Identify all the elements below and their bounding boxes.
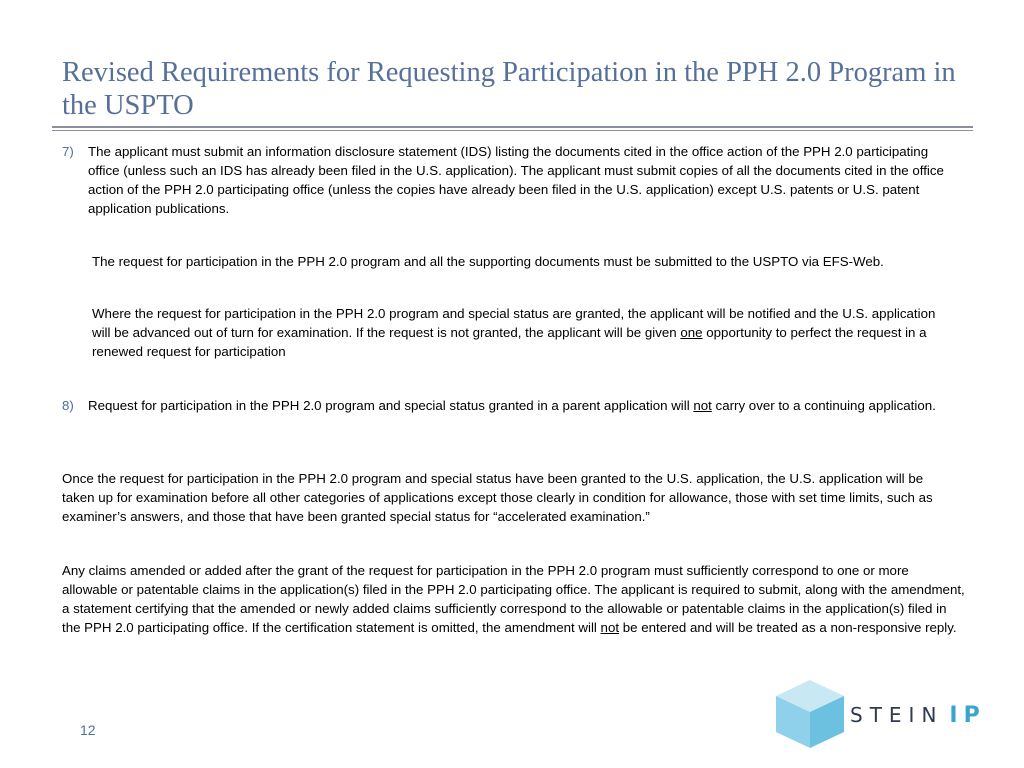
- item-number: 7): [62, 144, 74, 159]
- item-8-text: Request for participation in the PPH 2.0 program and special status granted in a parent application will not carry over to a continuing application.: [88, 398, 936, 413]
- item-7-text: The applicant must submit an information disclosure statement (IDS) listing the documents cited in the office action of the PPH 2.0 participating office (unless such an IDS has already been filed in the U.S. application). The applicant must submit copies of all the documents cited in the office action of the PPH 2.0 participating office (unless the copies have already been filed in the U.S. application) except U.S. patents or U.S. patent application publications.: [88, 144, 944, 216]
- granted-paragraph: Where the request for participation in the PPH 2.0 program and special status are granted, the applicant will be notified and the U.S. application will be advanced out of turn for examination. If the request is not granted, the applicant will be given one opportunity to perfect the request in a renewed request for participation: [92, 306, 936, 359]
- title-divider: [52, 126, 973, 128]
- emphasis-not: not: [693, 398, 712, 413]
- emphasis-one: one: [680, 325, 703, 340]
- item-number: 8): [62, 398, 74, 413]
- emphasis-not: not: [600, 620, 620, 635]
- slide-title: Revised Requirements for Requesting Participation in the PPH 2.0 Program in the USPTO: [62, 57, 956, 121]
- examination-paragraph: Once the request for participation in the PPH 2.0 program and special status have been granted to the U.S. application, the U.S. application will be taken up for examination before all other categories of applications except those clearly in condition for allowance, those with set time limits, such as examiner’s answers, and those that have been granted special status for “accelerated examination.”: [62, 471, 933, 524]
- company-logo: [850, 700, 986, 728]
- claims-paragraph: Any claims amended or added after the grant of the request for participation in the PPH 2.0 program must sufficiently correspond to one or more allowable or patentable claims in the application(s) filed in the PPH 2.0 participating office. The applicant is required to submit, along with the amendment, a statement certifying that the amended or newly added claims sufficiently correspond to the allowable or patentable claims in the application(s) filed in the PPH 2.0 participating office. If the certification statement is omitted, the amendment will not be entered and will be treated as a non-responsive reply.: [62, 563, 965, 635]
- title-divider-thin: [52, 130, 973, 131]
- cube-icon: [774, 678, 846, 750]
- efs-paragraph: The request for participation in the PPH 2.0 program and all the supporting documents must be submitted to the USPTO via EFS-Web.: [92, 254, 884, 269]
- logo-word-ip: IP: [949, 703, 986, 728]
- logo-word-stein: STEIN: [850, 703, 944, 727]
- page-number: 12: [80, 722, 96, 738]
